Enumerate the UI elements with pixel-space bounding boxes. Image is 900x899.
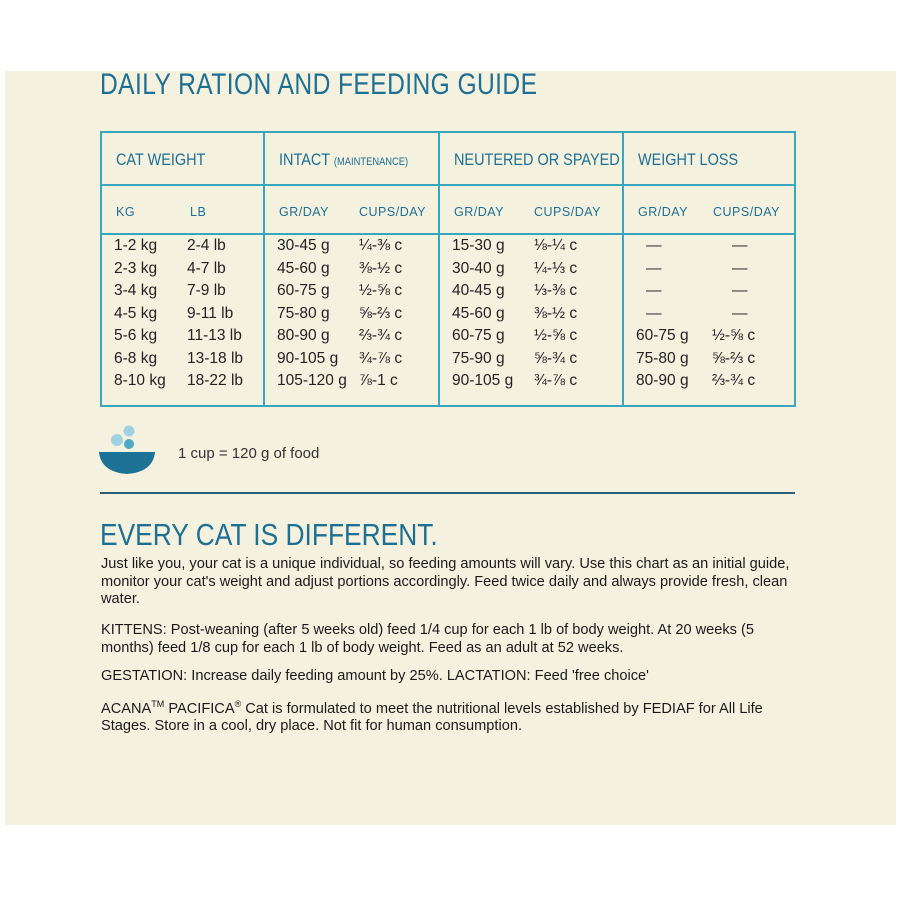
table-cell: 80-90 g [277,327,330,344]
table-cell: 90-105 g [452,372,514,389]
table-cell: — [646,237,662,254]
table-row [102,303,263,326]
table-cell: 75-80 g [636,349,689,367]
subheader-gr-day: GR/DAY [454,205,504,219]
table-cell: 1-2 kg [114,237,158,254]
table-cell: ¾-⅞ c [534,372,578,389]
header-cat-weight: CAT WEIGHT [101,132,264,185]
paragraph-kittens: KITTENS: Post-weaning (after 5 weeks old) feed 1/4 cup for each 1 lb of body weight. At 20 weeks (5 months) feed 1/8 cup for each 1 lb of body weight. Feed as an adult at 52 weeks. [101,622,755,656]
table-cell: 75-80 g [277,304,330,322]
table-header-row [101,132,795,185]
table-cell: 30-40 g [452,259,505,277]
table-cell: ½-⅝ c [712,327,756,344]
header-intact: INTACT (MAINTENANCE) [264,132,439,185]
table-cell: ⅝-⅔ c [359,304,403,322]
table-cell: ½-⅝ c [534,327,578,344]
paragraph-intro: Just like you, your cat is a unique individual, so feeding amounts will vary. Use this chart as an initial guide, monitor your cat's weight and adjust portions accordingly. Feed twice daily and always provide fresh, clean water. [101,556,790,607]
table-cell: ⅝-¾ c [534,349,578,367]
table-row [624,348,794,371]
table-cell: ⅝-⅔ c [712,349,756,367]
table-cell: ⅜-½ c [534,304,578,322]
table-cell: 90-105 g [277,349,339,367]
table-row [624,303,794,326]
table-cell: ⅓-⅜ c [534,282,578,299]
table-cell: 15-30 g [452,237,505,254]
table-cell: — [646,259,662,277]
table-cell: 40-45 g [452,282,505,299]
table-body-row [101,234,795,406]
table-row [440,258,622,281]
intact-column [264,234,439,406]
table-cell: — [732,259,748,277]
table-row [624,280,794,303]
table-row [265,370,438,393]
table-cell: — [732,237,748,254]
table-row [624,370,794,393]
table-row [102,348,263,371]
table-cell: ¼-⅓ c [534,259,578,277]
table-row [265,325,438,348]
table-cell: — [732,304,748,322]
table-cell: 60-75 g [277,282,330,299]
table-cell: 11-13 lb [187,327,242,344]
subheader-lb: LB [190,205,207,219]
table-cell: ⅞-1 c [359,372,398,389]
subheader-cups-day: CUPS/DAY [713,205,780,219]
table-row [624,258,794,281]
table-cell: 75-90 g [452,349,505,367]
section-title: EVERY CAT IS DIFFERENT. [100,517,438,552]
table-row [265,303,438,326]
subheader-cups-day: CUPS/DAY [359,205,426,219]
subheader-gr-day: GR/DAY [638,205,688,219]
table-cell: — [646,304,662,322]
table-cell: 3-4 kg [114,282,158,299]
paragraph-formulation: ACANA™ PACIFICA® Cat is formulated to meet the nutritional levels established by FEDIAF for All Life Stages. Store in a cool, dry place. Not fit for human consumption. [101,699,763,735]
divider [100,492,795,494]
table-cell: 80-90 g [636,372,689,389]
table-row [440,235,622,258]
table-cell: 18-22 lb [187,372,244,389]
table-cell: ½-⅝ c [359,282,403,299]
header-weight-loss: WEIGHT LOSS [623,132,795,185]
table-cell: 45-60 g [277,259,330,277]
table-cell: ⅜-½ c [359,259,403,277]
table-cell: ⅛-¼ c [534,237,578,254]
table-row [624,235,794,258]
table-cell: ¼-⅜ c [359,237,403,254]
table-cell: 4-7 lb [187,259,226,277]
table-cell: — [646,282,662,299]
table-row [440,280,622,303]
table-row [102,258,263,281]
table-cell: 7-9 lb [187,282,226,299]
table-row [102,325,263,348]
table-cell: 6-8 kg [114,349,158,367]
subheader-cups-day: CUPS/DAY [534,205,601,219]
table-row [265,258,438,281]
subheader-gr-day: GR/DAY [279,205,329,219]
table-row [265,235,438,258]
table-row [102,280,263,303]
table-row [440,303,622,326]
table-cell: 30-45 g [277,237,330,254]
table-cell: — [732,282,748,299]
page-title: DAILY RATION AND FEEDING GUIDE [100,68,538,101]
table-cell: 2-4 lb [187,237,226,254]
cup-conversion-note: 1 cup = 120 g of food [178,445,320,462]
table-cell: 9-11 lb [187,304,234,322]
table-cell: 60-75 g [636,327,689,344]
table-subheader-row [101,185,795,234]
table-cell: 8-10 kg [114,372,166,389]
neutered-column [439,234,623,406]
weight-column [101,234,264,406]
table-row [265,280,438,303]
food-bowl-icon [96,422,158,482]
feeding-table [100,131,796,407]
table-row [440,370,622,393]
table-row [624,325,794,348]
table-cell: 105-120 g [277,372,347,389]
header-neutered: NEUTERED OR SPAYED [439,132,623,185]
table-cell: 4-5 kg [114,304,158,322]
table-cell: 2-3 kg [114,259,158,277]
table-row [102,370,263,393]
table-row [102,235,263,258]
table-cell: 45-60 g [452,304,505,322]
table-cell: 60-75 g [452,327,505,344]
weight-loss-column [623,234,795,406]
table-cell: ⅔-¾ c [359,327,403,344]
table-cell: ¾-⅞ c [359,349,403,367]
paragraph-gestation: GESTATION: Increase daily feeding amount by 25%. LACTATION: Feed 'free choice' [101,668,649,684]
table-row [440,325,622,348]
table-cell: 5-6 kg [114,327,158,344]
table-row [265,348,438,371]
subheader-kg: KG [116,205,136,219]
table-row [440,348,622,371]
table-cell: 13-18 lb [187,349,244,367]
table-cell: ⅔-¾ c [712,372,756,389]
